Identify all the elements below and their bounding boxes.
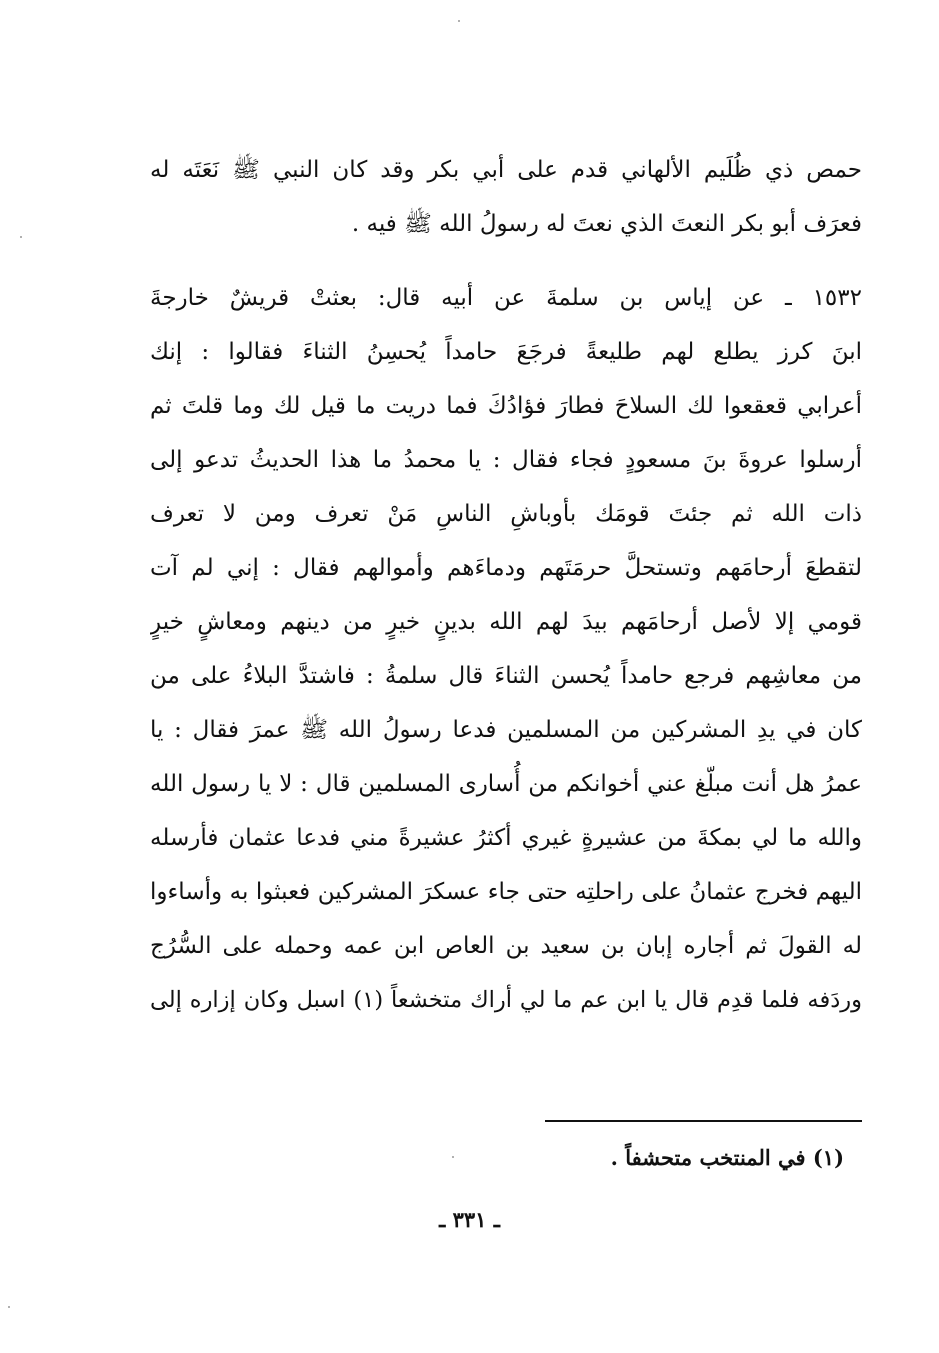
footnote: (١) في المنتخب متحشفاً . xyxy=(610,1145,844,1170)
page-number: ـ ٣٣١ ـ xyxy=(439,1207,500,1232)
text-line: قومي إلا لأصل أرحامَهم بيدَ لهم الله بدينٍ خيرٍ من دينهم ومعاشٍ خيرٍ xyxy=(150,609,862,635)
text-line: لتقطعَ أرحامَهم وتستحلَّ حرمَتَهم ودماءَهم وأموالهم فقال : إني لم آت xyxy=(150,555,862,581)
body-text xyxy=(150,143,862,1027)
footnote-divider xyxy=(545,1120,862,1122)
text-line: ١٥٣٢ ـ عن إياس بن سلمةَ عن أبيه قال: بعثتْ قريشٌ خارجةَ xyxy=(150,285,862,311)
text-line: عمرُ هل أنت مبلّغ عني أخوانكم من أُسارى المسلمين قال : لا يا رسول الله xyxy=(150,771,862,797)
text-line: اليهم فخرج عثمانُ على راحلتِه حتى جاء عسكرَ المشركين فعبثوا به وأساءوا xyxy=(150,879,862,905)
text-line: فعرَف أبو بكر النعتَ الذي نعتَ له رسولُ الله ﷺ فيه . xyxy=(351,211,862,237)
text-line: حمص ذي ظُلَيم الألهاني قدم على أبي بكر وقد كان النبي ﷺ نَعَتَه له xyxy=(150,157,862,183)
text-line: والله ما لي بمكةَ من عشيرةٍ غيري أكثرُ عشيرةً مني فدعا عثمان فأرسله xyxy=(150,825,862,851)
text-line: من معاشِهم فرجع حامداً يُحسن الثناءَ قال سلمةُ : فاشتدَّ البلاءُ على من xyxy=(150,663,862,689)
scan-speck xyxy=(8,1306,10,1308)
scan-speck xyxy=(458,20,460,22)
scan-speck xyxy=(20,236,22,238)
text-line: وردَفه فلما قدِم قال يا ابن عم ما لي أراك متخشعاً (١) اسبل وكان إزاره إلى xyxy=(150,987,862,1013)
text-line: ابنَ كرز يطلع لهم طليعةً فرجَعَ حامداً يُحسِنُ الثناءَ فقالوا : إنك xyxy=(150,339,862,365)
text-line: كان في يدِ المشركين من المسلمين فدعا رسولُ الله ﷺ عمرَ فقال : يا xyxy=(150,717,862,743)
text-line: أرسلوا عروةَ بنَ مسعودٍ فجاء فقال : يا محمدُ ما هذا الحديثُ تدعو إلى xyxy=(150,447,862,473)
text-line: له القولَ ثم أجاره إبان بن سعيد بن العاص ابن عمه وحمله على السُّرُج xyxy=(150,933,862,959)
scan-speck xyxy=(452,1156,454,1158)
text-line: ذات الله ثم جئتَ قومَك بأوباشِ الناسِ مَنْ تعرف ومن لا تعرف xyxy=(150,501,862,527)
text-line: أعرابي قعقعوا لك السلاحَ فطارَ فؤادُكَ فما دريت ما قيل لك وما قلتَ ثم xyxy=(150,393,862,419)
paragraph-gap xyxy=(150,251,862,271)
